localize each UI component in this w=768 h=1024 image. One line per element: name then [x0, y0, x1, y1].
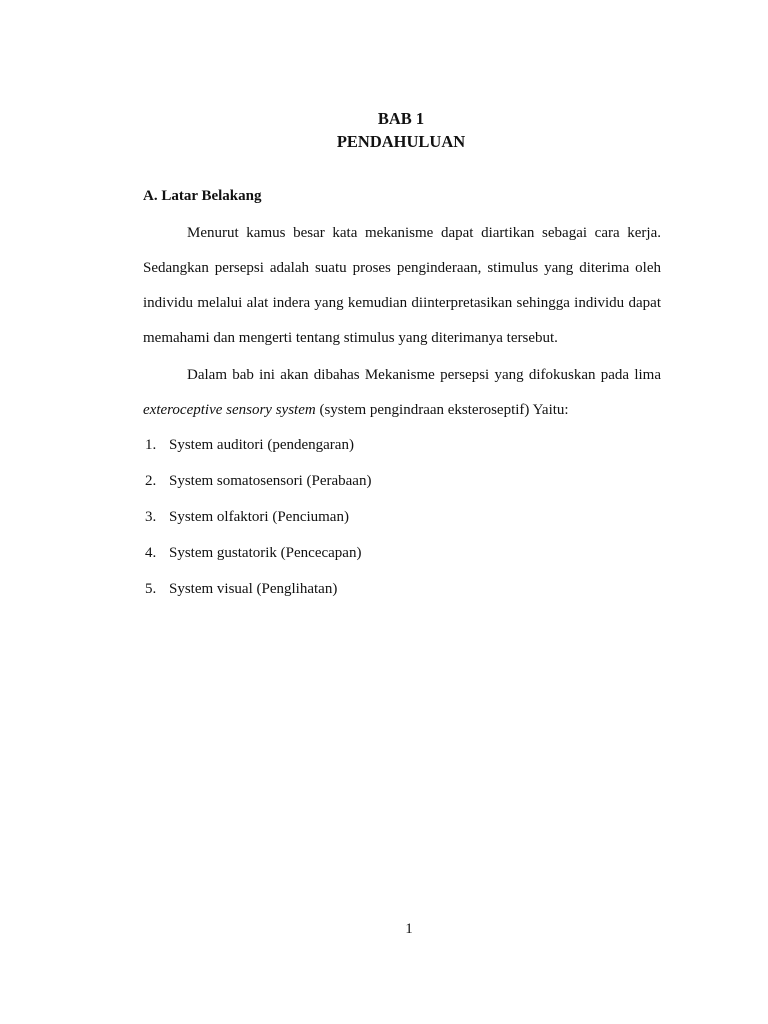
list-item — [145, 466, 371, 502]
sensory-system-list — [145, 430, 371, 610]
list-item — [145, 502, 371, 538]
list-item-number: 2. — [145, 473, 157, 489]
paragraph-scope-italic-term: exteroceptive sensory system — [143, 402, 316, 418]
chapter-title: PENDAHULUAN — [336, 132, 466, 151]
list-item-text: System visual (Penglihatan) — [169, 581, 338, 597]
paragraph-scope-start: Dalam bab ini akan dibahas Mekanisme persepsi yang difokuskan pada lima — [187, 367, 661, 383]
list-item-number: 1. — [145, 437, 157, 453]
list-item-text: System auditori (pendengaran) — [169, 437, 354, 453]
paragraph-scope-end: (system pengindraan eksteroseptif) Yaitu: — [315, 402, 569, 418]
section-heading: A. Latar Belakang — [143, 188, 262, 204]
list-item-number: 5. — [145, 581, 157, 597]
paragraph-intro: Menurut kamus besar kata mekanisme dapat diartikan sebagai cara kerja. Sedangkan persepsi adalah suatu proses penginderaan, stimulus yang diterima oleh individu melalui alat indera yang kemudian diinterpretasikan sehingga individu dapat memahami dan mengerti tentang stimulus yang diterimanya tersebut. — [143, 225, 661, 346]
chapter-number: BAB 1 — [377, 109, 425, 128]
list-item-text: System gustatorik (Pencecapan) — [169, 545, 362, 561]
paragraph-scope — [143, 358, 661, 428]
page-number: 1 — [405, 921, 413, 937]
list-item-text: System olfaktori (Penciuman) — [169, 509, 349, 525]
list-item-number: 3. — [145, 509, 157, 525]
list-item — [145, 430, 371, 466]
list-item-number: 4. — [145, 545, 157, 561]
list-item — [145, 574, 371, 610]
list-item-text: System somatosensori (Perabaan) — [169, 473, 372, 489]
list-item — [145, 538, 371, 574]
